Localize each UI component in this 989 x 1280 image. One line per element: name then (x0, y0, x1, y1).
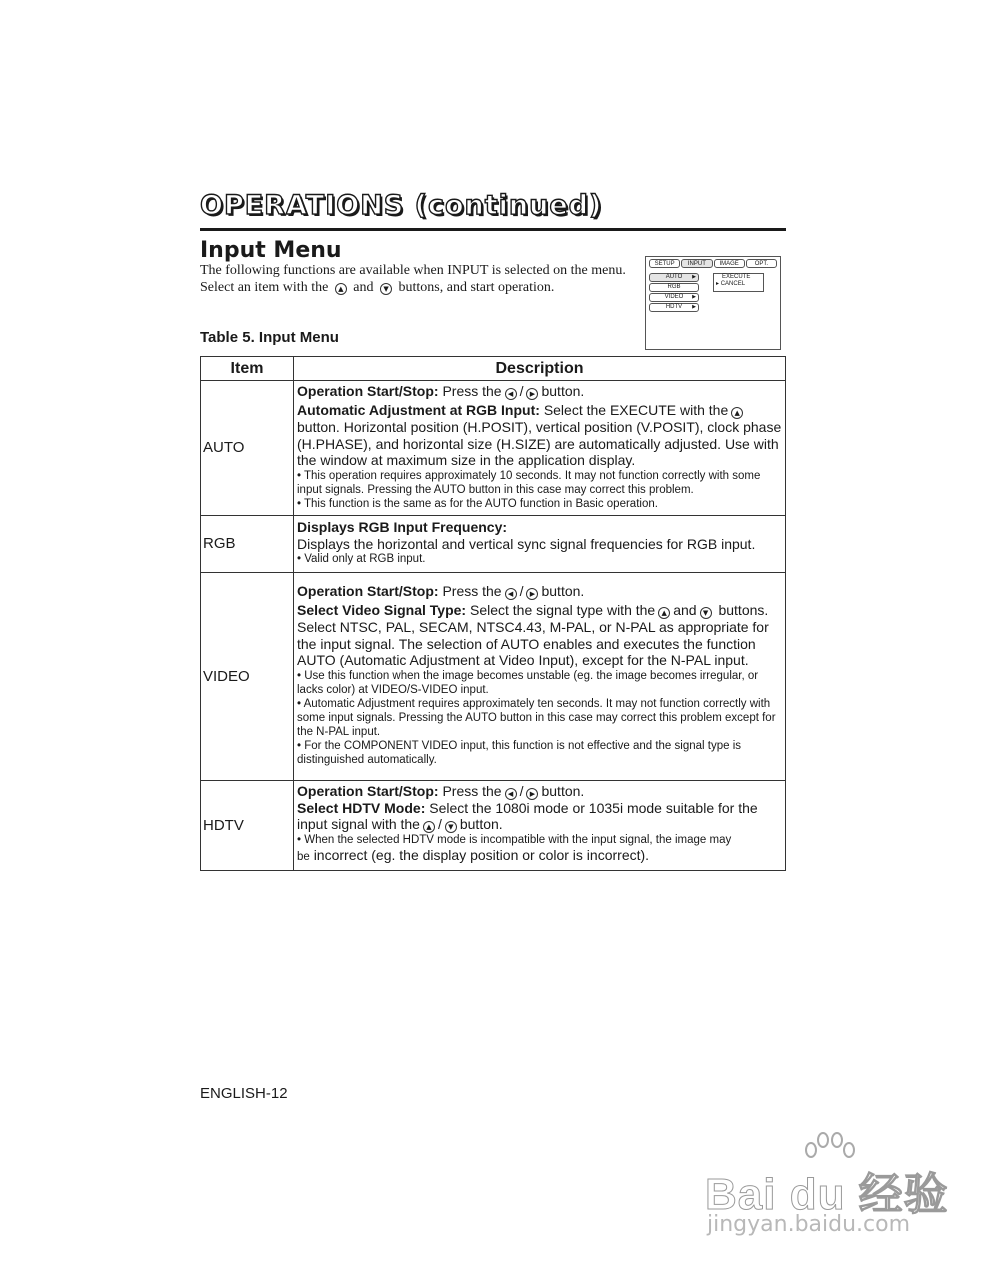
description-text: / (519, 583, 524, 600)
section-heading: Input Menu (200, 238, 342, 263)
osd-tab-setup: SETUP (649, 259, 680, 268)
column-header-item: Item (201, 357, 294, 381)
row-description (294, 780, 786, 870)
description-heading: Displays RGB Input Frequency: (297, 519, 508, 535)
description-note: • This operation requires approximately 10 seconds. It may not function correctly with some input signals. Pressing the AUTO button in this case may correct this problem. (297, 469, 761, 496)
right-button-icon: ▶ (526, 388, 538, 400)
osd-sub-cancel (714, 281, 763, 288)
description-text: incorrect (eg. the display position or color is incorrect). (313, 847, 650, 863)
description-note: • Use this function when the image becomes unstable (eg. the image becomes irregular, or lacks color) at VIDEO/S-VIDEO input. (297, 669, 759, 696)
left-button-icon: ◀ (505, 588, 517, 600)
osd-tab-image: IMAGE (714, 259, 745, 268)
description-line (297, 519, 783, 536)
osd-tab-opt: OPT. (746, 259, 777, 268)
up-button-icon: ▲ (658, 607, 670, 619)
description-text: / (519, 383, 524, 399)
description-heading: Select Video Signal Type: (297, 602, 467, 619)
arrow-right-icon: ▶ (692, 274, 696, 280)
osd-submenu (713, 273, 764, 292)
osd-item-label: RGB (667, 284, 681, 290)
description-line (297, 383, 783, 400)
table-row-hdtv (201, 780, 786, 870)
description-text: Select the signal type with the (469, 602, 656, 619)
osd-item-label: HDTV (665, 304, 683, 310)
row-description (294, 515, 786, 572)
description-text: Select the 1080i mode or 1035i mode suitable for the input signal with the (297, 799, 758, 832)
description-text: button. (541, 583, 585, 600)
description-paragraph (297, 847, 783, 866)
description-text: / (519, 782, 524, 799)
description-paragraph (297, 402, 783, 469)
osd-sub-label: CANCEL (720, 281, 746, 287)
input-menu-table (200, 356, 786, 871)
description-note: be (297, 851, 310, 863)
osd-menu-illustration (645, 256, 781, 350)
description-note: • This function is the same as for the AUTO function in Basic operation. (297, 497, 658, 510)
intro-text-3: buttons, and start operation. (398, 280, 555, 295)
description-heading: Operation Start/Stop: (297, 782, 439, 799)
osd-item-label: AUTO (665, 274, 683, 280)
title-underline (200, 228, 786, 231)
table-row-rgb (201, 515, 786, 572)
down-button-icon: ▼ (380, 283, 392, 295)
description-line (297, 783, 783, 800)
description-text: Press the (442, 782, 502, 799)
description-text: button. (541, 383, 585, 399)
description-paragraph (297, 602, 783, 669)
up-button-icon: ▲ (731, 407, 743, 419)
watermark-url: jingyan.baidu.com (707, 1212, 911, 1237)
table-row-video (201, 572, 786, 780)
description-line (297, 583, 783, 600)
osd-item-auto (649, 273, 699, 282)
row-item-label: VIDEO (201, 572, 294, 780)
row-description (294, 572, 786, 780)
description-text: / (437, 816, 442, 832)
description-heading: Operation Start/Stop: (297, 583, 439, 600)
pointer-icon: ▸ (716, 281, 721, 287)
left-button-icon: ◀ (505, 788, 517, 800)
description-text: and (673, 602, 697, 619)
description-note: • When the selected HDTV mode is incompatible with the input signal, the image may (297, 834, 732, 846)
description-note: • Automatic Adjustment requires approximately ten seconds. It may not function correctly with some input signals. Pressing the AUTO button in this case may correct this problem except for the N-PAL input. (297, 697, 776, 738)
description-text: Press the (442, 583, 502, 600)
description-text: button. Horizontal position (H.POSIT), vertical position (V.POSIT), clock phase (H.PHASE), and horizontal size (H.SIZE) are automatically adjusted. Use with the window at maximum size in the application display. (297, 419, 782, 468)
description-text: Displays the horizontal and vertical sync signal frequencies for RGB input. (297, 535, 756, 552)
right-button-icon: ▶ (526, 788, 538, 800)
page-number: ENGLISH-12 (200, 1085, 288, 1102)
osd-sub-execute: EXECUTE (722, 274, 751, 280)
osd-item-label: VIDEO (664, 294, 684, 300)
description-text: button. (541, 782, 585, 799)
intro-text-1: The following functions are available when INPUT is selected on the menu. Select an item with the (200, 263, 626, 295)
description-heading: Select HDTV Mode: (297, 799, 426, 816)
down-button-icon: ▼ (445, 821, 457, 833)
row-item-label: AUTO (201, 381, 294, 516)
arrow-right-icon: ▶ (692, 304, 696, 310)
osd-tab-bar (649, 259, 777, 268)
table-row-auto (201, 381, 786, 516)
osd-tab-input: INPUT (681, 259, 712, 268)
baidu-jingyan-watermark (705, 1130, 949, 1245)
right-button-icon: ▶ (526, 588, 538, 600)
watermark-brand: Bai du 经验 (705, 1170, 949, 1219)
page-section-title: OPERATIONS (continued) (200, 190, 603, 221)
left-button-icon: ◀ (505, 388, 517, 400)
description-paragraph (297, 800, 783, 834)
osd-item-rgb (649, 283, 699, 292)
description-text: Select the EXECUTE with the (543, 402, 729, 418)
description-text: button. (459, 816, 503, 832)
description-text: buttons. Select NTSC, PAL, SECAM, NTSC4.43, M-PAL, or N-PAL as appropriate for the input signal. The selection of AUTO enables and executes the function AUTO (Automatic Adjustment at Video Input), except for the N-PAL input. (297, 602, 769, 669)
row-item-label: RGB (201, 515, 294, 572)
intro-text-2: and (353, 280, 374, 295)
description-heading: Operation Start/Stop: (297, 383, 439, 399)
down-button-icon: ▼ (700, 607, 712, 619)
row-description (294, 381, 786, 516)
osd-item-list (649, 273, 699, 313)
table-header-row (201, 357, 786, 381)
column-header-description: Description (294, 357, 786, 381)
description-note: • Valid only at RGB input. (297, 553, 426, 565)
up-button-icon: ▲ (335, 283, 347, 295)
description-heading: Automatic Adjustment at RGB Input: (297, 402, 540, 418)
intro-paragraph (200, 262, 630, 296)
table-caption: Table 5. Input Menu (200, 329, 339, 346)
arrow-right-icon: ▶ (692, 294, 696, 300)
osd-item-video (649, 293, 699, 302)
description-note: • For the COMPONENT VIDEO input, this function is not effective and the signal type is distinguished automatically. (297, 739, 741, 766)
up-button-icon: ▲ (423, 821, 435, 833)
row-item-label: HDTV (201, 780, 294, 870)
description-text: Press the (442, 383, 502, 399)
osd-item-hdtv (649, 303, 699, 312)
